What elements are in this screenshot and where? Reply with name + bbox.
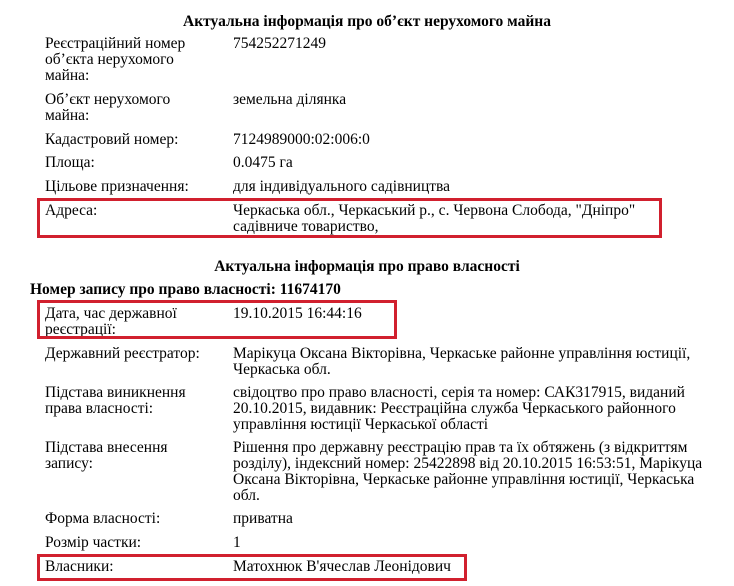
address-value: Черкаська обл., Черкаський р., с. Червона Слобода, "Дніпро" садівниче товариство, [233, 202, 636, 235]
ownership-form-value: приватна [233, 510, 293, 527]
ownership-record-number: Номер запису про право власності: 11674170 [30, 281, 341, 298]
address-label: Адреса: [45, 202, 98, 219]
property-object-label: Об’єкт нерухомого майна: [45, 91, 171, 124]
cadastral-number-label: Кадастровий номер: [45, 131, 179, 148]
area-label: Площа: [45, 154, 95, 171]
entry-basis-value: Рішення про державну реєстрацію прав та їх обтяжень (з відкриттям розділу), індексний номер: 25422898 від 20.10.2015 16:53:51, Марікуца Оксана Вікторівна, Черкаське районне управління юстиції, Черкаська обл. [233, 439, 703, 504]
entry-basis-label: Підстава внесення запису: [45, 439, 168, 472]
purpose-value: для індивідуального садівництва [233, 178, 451, 195]
share-size-label: Розмір частки: [45, 534, 142, 551]
ownership-info-title: Актуальна інформація про право власності [214, 258, 520, 275]
area-value: 0.0475 га [233, 154, 293, 171]
registration-date-value: 19.10.2015 16:44:16 [233, 305, 362, 322]
property-object-value: земельна ділянка [233, 91, 347, 108]
purpose-label: Цільове призначення: [45, 178, 189, 195]
ownership-form-label: Форма власності: [45, 510, 161, 527]
registrar-label: Державний реєстратор: [45, 345, 200, 362]
property-info-title: Актуальна інформація про об’єкт нерухомого майна [183, 13, 551, 30]
registration-number-label: Реєстраційний номер об’єкта нерухомого майна: [45, 35, 186, 84]
owners-value: Матохнюк В'ячеслав Леонідович [233, 558, 451, 575]
registration-number-value: 754252271249 [233, 35, 326, 52]
ownership-basis-value: свідоцтво про право власності, серія та номер: САК317915, виданий 20.10.2015, видавник: Реєстраційна служба Черкаського районного управління юстиції Черкаської області [233, 384, 685, 433]
registrar-value: Марікуца Оксана Вікторівна, Черкаське районне управління юстиції, Черкаська обл. [233, 345, 691, 378]
owners-label: Власники: [45, 558, 114, 575]
share-size-value: 1 [233, 534, 241, 551]
ownership-basis-label: Підстава виникнення права власності: [45, 384, 186, 417]
registration-date-label: Дата, час державної реєстрації: [45, 305, 177, 338]
cadastral-number-value: 7124989000:02:006:0 [233, 132, 370, 148]
